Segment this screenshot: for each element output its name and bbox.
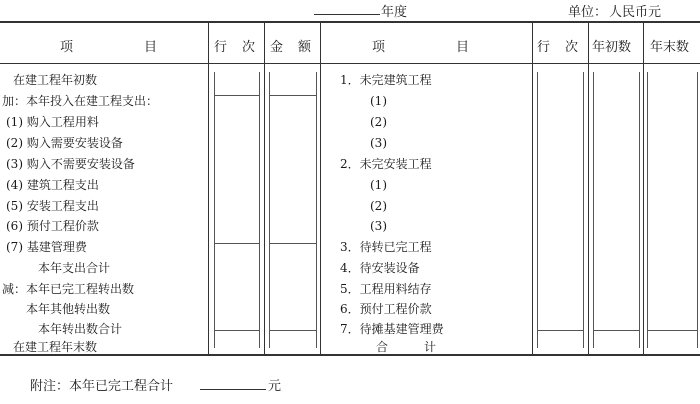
right-row-label: 合 计	[376, 340, 437, 354]
table-header-rule	[0, 63, 700, 64]
col-divider-1	[208, 22, 209, 354]
left-row-label: 在建工程年末数	[13, 340, 98, 354]
col-divider-4	[532, 22, 533, 354]
year-blank-line	[314, 14, 380, 15]
left-sep-b2	[269, 243, 316, 244]
right-row-label: (1)	[370, 178, 387, 192]
footer-note-unit: 元	[268, 379, 282, 394]
right-box-edge-2	[583, 72, 584, 348]
year-suffix: 年度	[381, 5, 408, 20]
right-box-edge-3	[593, 72, 594, 348]
left-row-label: (3) 购入不需要安装设备	[6, 157, 135, 171]
table-top-rule	[0, 21, 700, 23]
right-row-label: 6．预付工程价款	[340, 302, 432, 316]
left-sep-a1	[214, 95, 259, 96]
col-divider-2	[264, 22, 265, 354]
left-row-label: 在建工程年初数	[13, 73, 98, 87]
right-row-label: 7．待摊基建管理费	[340, 322, 444, 336]
right-box-edge-6	[697, 72, 698, 348]
col-divider-5	[588, 22, 589, 354]
left-box-edge-2	[259, 72, 260, 348]
right-sep-3	[647, 330, 697, 331]
right-row-label: (2)	[370, 115, 387, 129]
footer-note-label: 附注：本年已完工程合计	[30, 379, 174, 394]
left-sep-c1	[214, 330, 259, 331]
right-row-label: 4．待安装设备	[340, 261, 420, 275]
left-row-label: 本年其他转出数	[26, 302, 111, 316]
right-box-edge-4	[639, 72, 640, 348]
right-sep-2	[593, 330, 639, 331]
left-row-label: (1) 购入工程用料	[6, 115, 99, 129]
col-header-right-begin: 年初数	[592, 40, 632, 55]
right-box-edge-1	[537, 72, 538, 348]
left-row-label: 本年转出数合计	[38, 322, 123, 336]
left-row-label: (4) 建筑工程支出	[6, 178, 99, 192]
table-bottom-rule	[0, 354, 700, 356]
left-row-label: 本年支出合计	[38, 261, 111, 275]
left-sep-a2	[269, 95, 316, 96]
col-header-left-seq: 行 次	[214, 40, 257, 55]
unit-label: 单位：	[568, 5, 608, 20]
col-divider-6	[643, 22, 644, 354]
left-row-label: (7) 基建管理费	[6, 240, 87, 254]
col-header-right-end: 年末数	[650, 40, 690, 55]
footer-note-blank-line	[200, 389, 266, 390]
right-row-label: 1．未完建筑工程	[340, 73, 432, 87]
col-header-right-item: 项 目	[372, 40, 471, 55]
col-header-left-amount: 金 额	[270, 40, 313, 55]
right-row-label: (3)	[370, 219, 387, 233]
left-row-label: 减：本年已完工程转出数	[2, 282, 135, 296]
right-box-edge-5	[647, 72, 648, 348]
left-row-label: (2) 购入需要安装设备	[6, 136, 123, 150]
left-row-label: (6) 预付工程价款	[6, 219, 99, 233]
left-box-edge-3	[269, 72, 270, 348]
col-header-right-seq: 行 次	[537, 40, 580, 55]
left-box-edge-1	[214, 72, 215, 348]
right-sep-1	[537, 330, 583, 331]
left-box-edge-4	[316, 72, 317, 348]
right-row-label: 3．待转已完工程	[340, 240, 432, 254]
right-row-label: (2)	[370, 199, 387, 213]
col-header-left-item: 项 目	[60, 40, 159, 55]
right-row-label: (3)	[370, 136, 387, 150]
right-row-label: (1)	[370, 94, 387, 108]
left-row-label: (5) 安装工程支出	[6, 199, 99, 213]
left-sep-b1	[214, 243, 259, 244]
unit-value: 人民币元	[609, 5, 662, 20]
col-divider-3	[320, 22, 321, 354]
left-row-label: 加：本年投入在建工程支出：	[2, 94, 159, 108]
right-row-label: 2．未完安装工程	[340, 157, 432, 171]
left-sep-c2	[269, 330, 316, 331]
right-row-label: 5．工程用料结存	[340, 282, 432, 296]
